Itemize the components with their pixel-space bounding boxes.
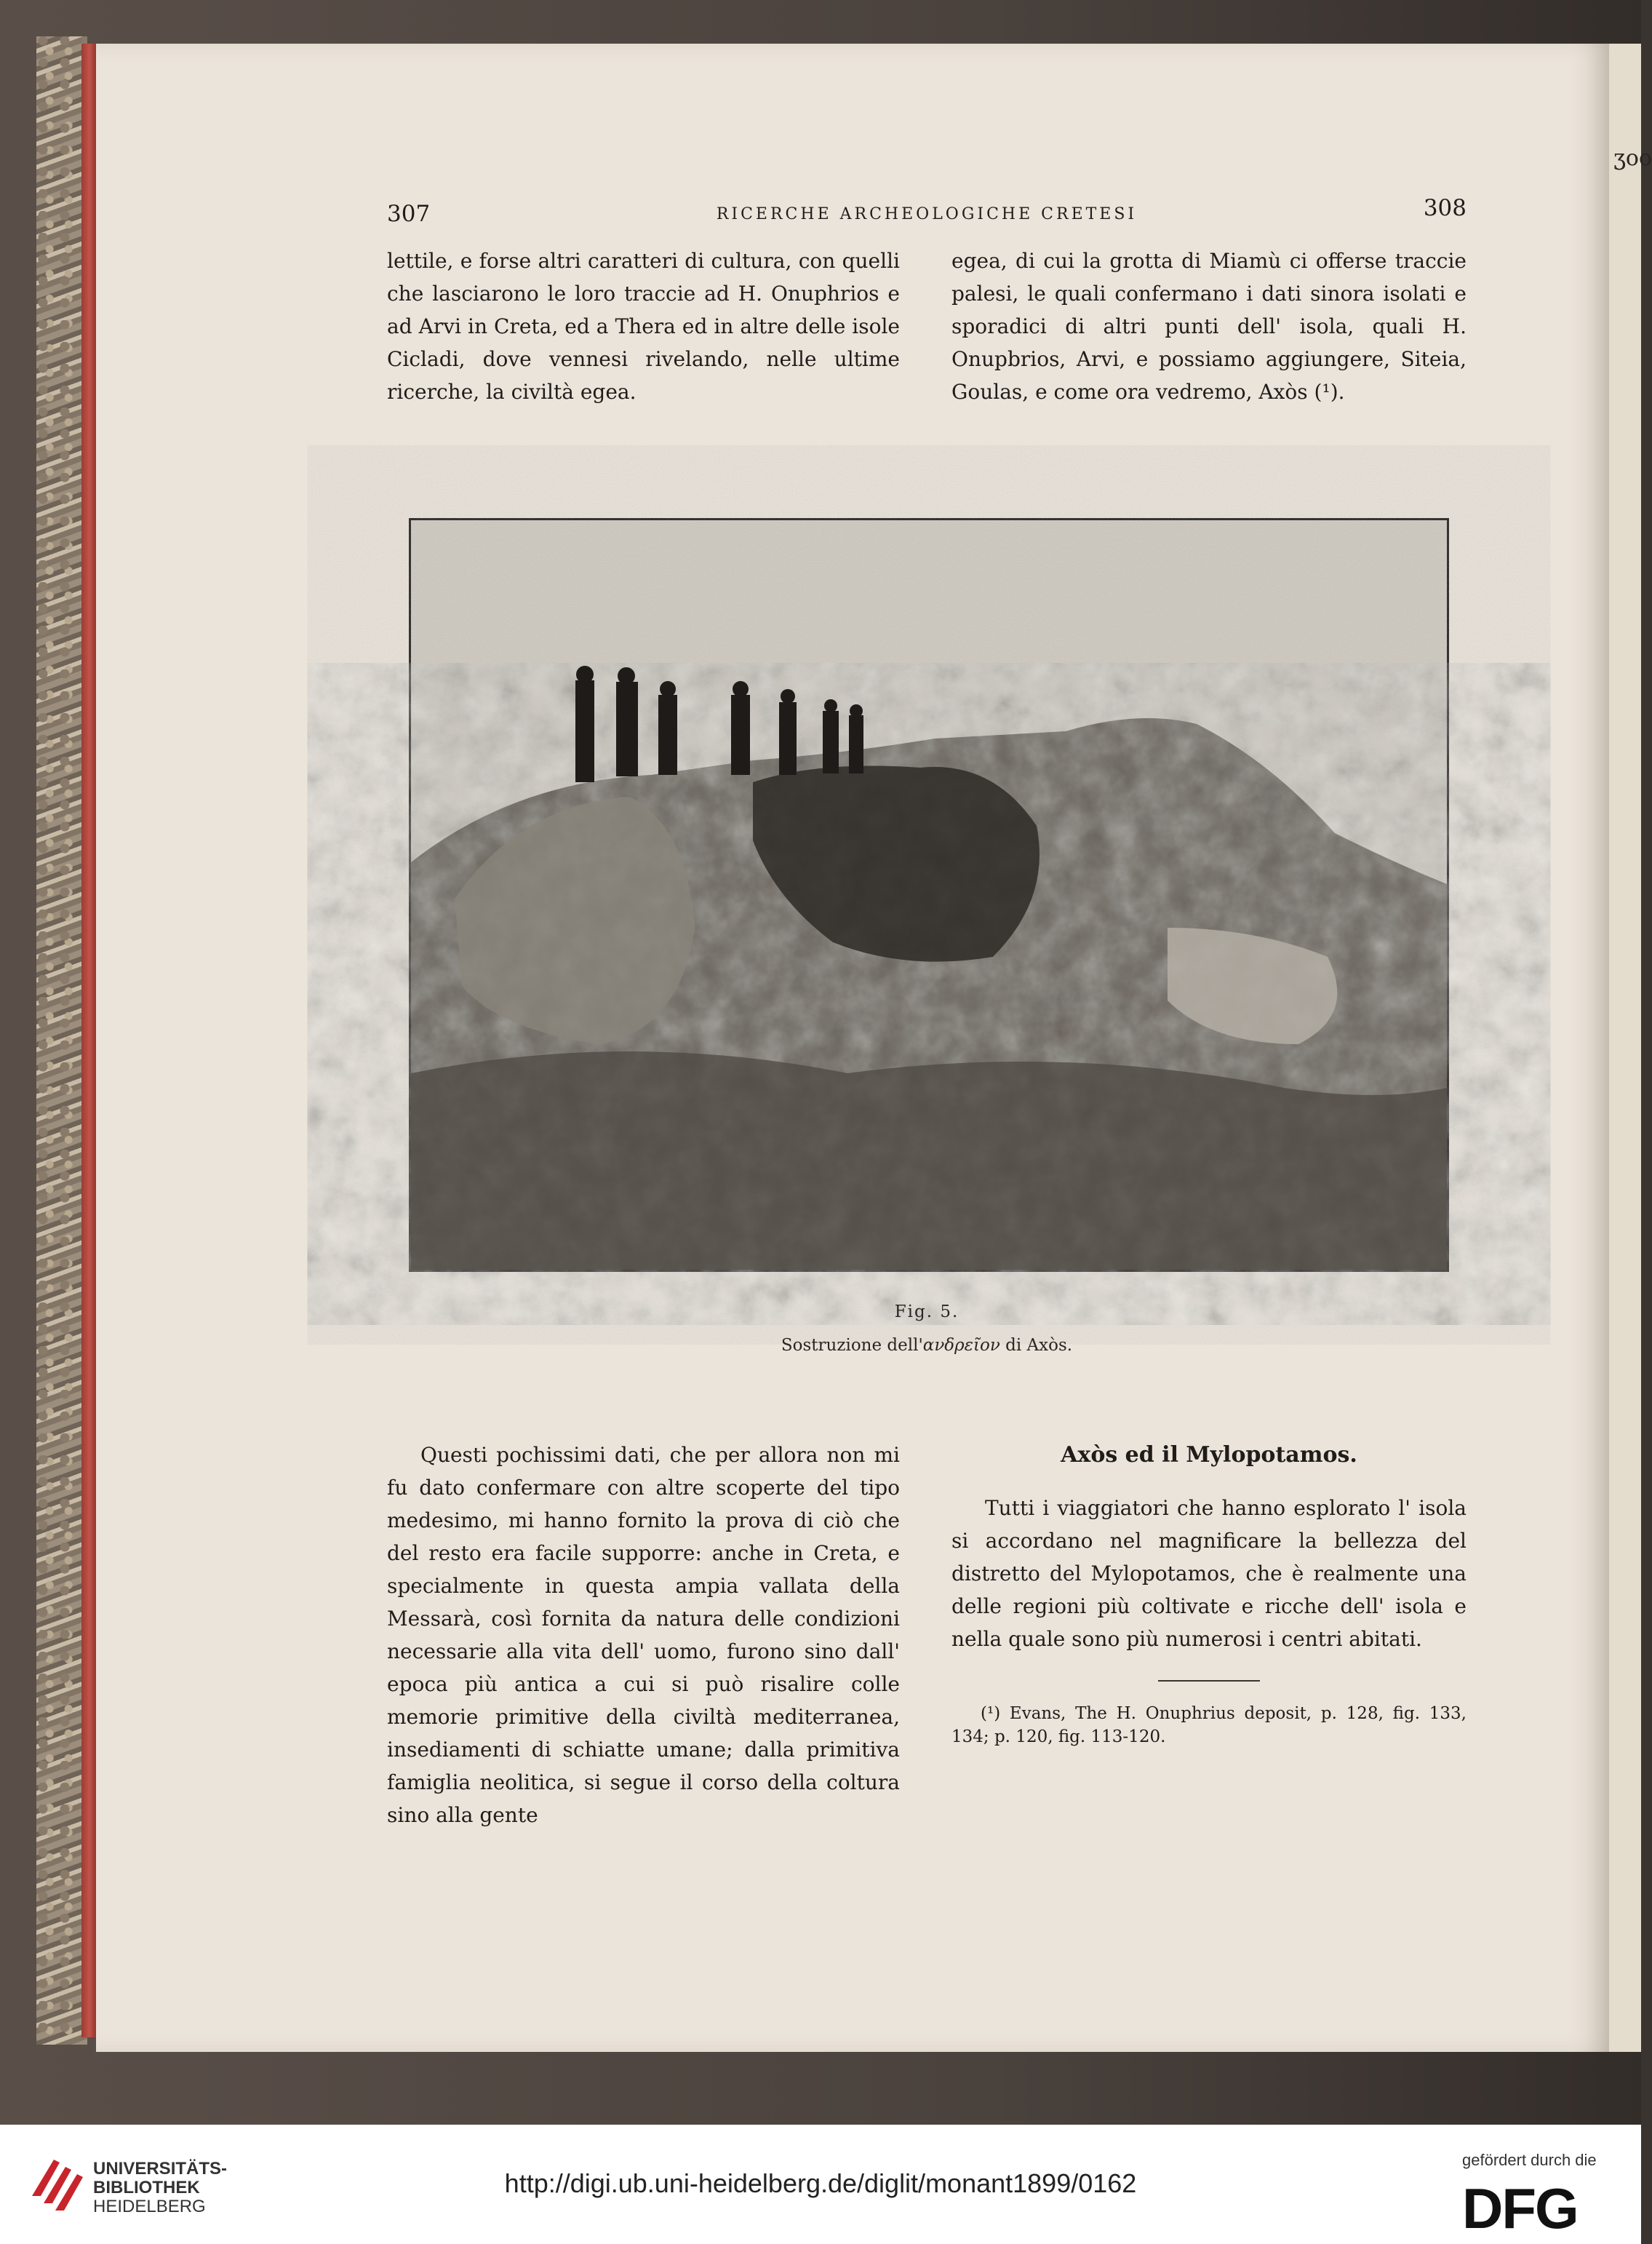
column-left-bottom bbox=[387, 1439, 900, 1831]
paragraph: Tutti i viaggiatori che hanno esplorato l' isola si accordano nel magnificare la bellezza del distretto del Mylopotamos, che è realmente una delle regioni più coltivate e ricche dell' isola e nella quale sono più numerosi i centri abitati. bbox=[951, 1496, 1467, 1651]
red-page-edges bbox=[81, 44, 97, 2037]
footer-bar bbox=[0, 2125, 1641, 2244]
footnote-rule bbox=[1158, 1680, 1260, 1682]
dfg-logo[interactable]: DFG bbox=[1462, 2176, 1578, 2240]
running-head bbox=[387, 195, 1467, 233]
library-line-3: HEIDELBERG bbox=[93, 2197, 206, 2216]
paragraph: lettile, e forse altri caratteri di cultura, con quelli che lasciarono le loro traccie ad H. Onuphrios e ad Arvi in Creta, ed a Thera ed in altre delle isole Cicladi, dove vennesi rivelando, nelle ultime ricerche, la civiltà egea. bbox=[387, 249, 900, 404]
figure-caption bbox=[387, 1336, 1467, 1355]
adjacent-page-strip bbox=[1609, 44, 1652, 2052]
page-number-right: 308 bbox=[1423, 195, 1467, 221]
page-number-left: 307 bbox=[387, 201, 431, 227]
column-right-top bbox=[951, 244, 1467, 408]
permalink-url[interactable]: http://digi.ub.uni-heidelberg.de/diglit/monant1899/0162 bbox=[504, 2168, 1137, 2198]
running-title: RICERCHE ARCHEOLOGICHE CRETESI bbox=[716, 205, 1138, 223]
caption-greek-term: ανδρεῖον bbox=[922, 1336, 1000, 1355]
paragraph: Questi pochissimi dati, che per allora non mi fu dato confermare con altre scoperte del tipo medesimo, mi hanno fornito la prova di ciò che del resto era facile supporre: anche in Creta, e specialmente in questa ampia vallata della Messarà, così fornita da natura delle condizioni necessarie alla vita dell' uomo, furono sino dall' epoca più antica a cui si può risalire colle memorie primitive della civiltà mediterranea, insediamenti di schiatte umane; dalla primitiva famiglia neolitica, si segue il corso della coltura sino alla gente bbox=[387, 1443, 900, 1827]
caption-suffix: di Axòs. bbox=[999, 1336, 1073, 1355]
photo-illustration bbox=[411, 520, 1447, 1270]
library-line-2: BIBLIOTHEK bbox=[93, 2178, 200, 2197]
adjacent-page-text: ʒoo bbox=[1613, 146, 1652, 171]
figure-photo-axos bbox=[409, 518, 1449, 1272]
marbled-endpaper-left bbox=[36, 36, 87, 2045]
paragraph: egea, di cui la grotta di Miamù ci offerse traccie palesi, le quali confermano i dati sinora isolati e sporadici di altri punti dell' isola, quali H. Onupbrios, Arvi, e possiamo aggiungere, Siteia, Goulas, e come ora vedremo, Axòs (¹). bbox=[951, 249, 1467, 404]
column-right-bottom bbox=[951, 1439, 1467, 1748]
section-heading: Axòs ed il Mylopotamos. bbox=[1061, 1442, 1357, 1468]
footnote: (¹) Evans, The H. Onuphrius deposit, p. 128, fig. 133, 134; p. 120, fig. 113-120. bbox=[951, 1704, 1467, 1746]
column-left-top bbox=[387, 244, 900, 408]
caption-prefix: Sostruzione dell' bbox=[781, 1336, 923, 1355]
library-line-1: UNIVERSITÄTS- bbox=[93, 2159, 228, 2179]
figure-label: Fig. 5. bbox=[894, 1302, 959, 1321]
funding-label: gefördert durch die bbox=[1462, 2151, 1597, 2169]
